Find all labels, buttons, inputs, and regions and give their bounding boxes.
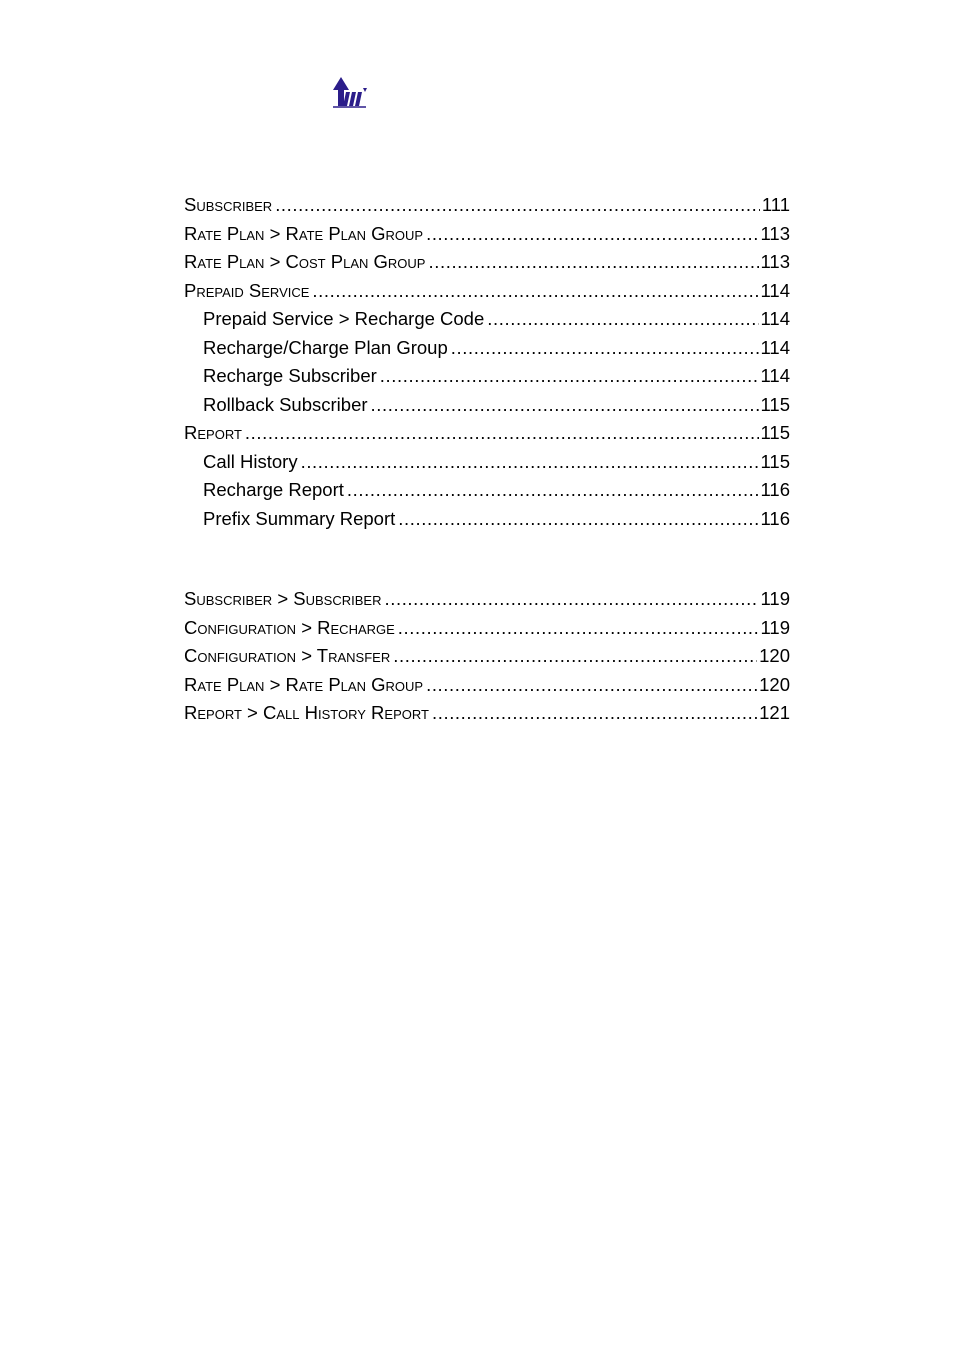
toc-entry-configuration-transfer[interactable] <box>184 644 790 673</box>
toc-page-number: 115 <box>760 393 790 415</box>
table-of-contents-section-2 <box>184 587 790 730</box>
toc-leader-dots <box>432 701 757 724</box>
toc-leader-dots <box>487 307 758 330</box>
toc-entry-recharge-subscriber[interactable] <box>184 364 790 393</box>
toc-entry-label: Configuration > Transfer <box>184 645 391 666</box>
toc-entry-rate-plan-group[interactable] <box>184 222 790 251</box>
toc-page-number: 119 <box>760 588 790 609</box>
toc-leader-dots <box>301 450 759 473</box>
toc-entry-label: Subscriber > Subscriber <box>184 588 382 609</box>
toc-page-number: 114 <box>760 279 790 301</box>
toc-entry-label: Call History <box>203 450 298 472</box>
toc-entry-label: Rate Plan > Rate Plan Group <box>184 673 424 695</box>
toc-leader-dots <box>384 587 758 610</box>
toc-entry-rate-plan-group-2[interactable] <box>184 673 790 702</box>
toc-page-number: 121 <box>759 702 790 723</box>
toc-leader-dots <box>428 250 758 273</box>
toc-entry-label: Configuration > Recharge <box>184 616 395 638</box>
toc-page-number: 113 <box>760 251 790 272</box>
toc-leader-dots <box>275 193 760 216</box>
toc-leader-dots <box>426 222 758 245</box>
toc-page-number: 114 <box>760 336 790 358</box>
toc-entry-label: Prepaid Service <box>184 279 310 301</box>
toc-entry-report[interactable] <box>184 421 790 450</box>
toc-entry-recharge-report[interactable] <box>184 478 790 507</box>
toc-page-number: 120 <box>759 673 790 695</box>
toc-entry-label: Recharge/Charge Plan Group <box>203 336 448 358</box>
toc-entry-label: Rate Plan > Rate Plan Group <box>184 222 424 244</box>
toc-leader-dots <box>380 364 759 387</box>
toc-entry-label: Report <box>184 422 242 443</box>
toc-page-number: 115 <box>760 422 790 443</box>
toc-page-number: 114 <box>760 308 790 329</box>
toc-leader-dots <box>347 478 759 501</box>
arrow-bars-logo-icon <box>331 76 369 110</box>
toc-entry-label: Recharge Report <box>203 479 344 500</box>
toc-leader-dots <box>451 336 759 359</box>
toc-entry-recharge-charge-plan-group[interactable] <box>184 336 790 365</box>
toc-entry-cost-plan-group[interactable] <box>184 250 790 279</box>
toc-entry-prepaid-service[interactable] <box>184 279 790 308</box>
toc-entry-prefix-summary-report[interactable] <box>184 507 790 536</box>
toc-leader-dots <box>371 393 759 416</box>
toc-entry-label: Rollback Subscriber <box>203 393 368 415</box>
toc-leader-dots <box>312 279 758 302</box>
toc-page-number: 115 <box>760 450 790 472</box>
toc-page-number: 116 <box>760 479 790 500</box>
toc-entry-label: Report > Call History Report <box>184 702 429 723</box>
table-of-contents-section-1 <box>184 193 790 535</box>
toc-entry-recharge-code[interactable] <box>184 307 790 336</box>
toc-leader-dots <box>426 673 757 696</box>
toc-page-number: 111 <box>761 194 790 215</box>
toc-page-number: 120 <box>759 645 790 666</box>
toc-entry-label: Recharge Subscriber <box>203 365 377 386</box>
toc-entry-call-history[interactable] <box>184 450 790 479</box>
toc-entry-label: Rate Plan > Cost Plan Group <box>184 251 426 272</box>
toc-entry-subscriber[interactable] <box>184 193 790 222</box>
toc-page-number: 119 <box>760 616 790 638</box>
toc-page-number: 113 <box>760 222 790 244</box>
toc-leader-dots <box>398 507 758 530</box>
toc-entry-call-history-report[interactable] <box>184 701 790 730</box>
toc-page-number: 116 <box>760 507 790 529</box>
toc-page-number: 114 <box>760 365 790 386</box>
toc-entry-label: Prepaid Service > Recharge Code <box>203 308 485 329</box>
toc-entry-label: Subscriber <box>184 194 273 215</box>
toc-entry-subscriber-subscriber[interactable] <box>184 587 790 616</box>
toc-entry-label: Prefix Summary Report <box>203 507 396 529</box>
toc-entry-configuration-recharge[interactable] <box>184 616 790 645</box>
toc-leader-dots <box>393 644 757 667</box>
toc-leader-dots <box>398 616 759 639</box>
toc-leader-dots <box>245 421 759 444</box>
toc-entry-rollback-subscriber[interactable] <box>184 393 790 422</box>
